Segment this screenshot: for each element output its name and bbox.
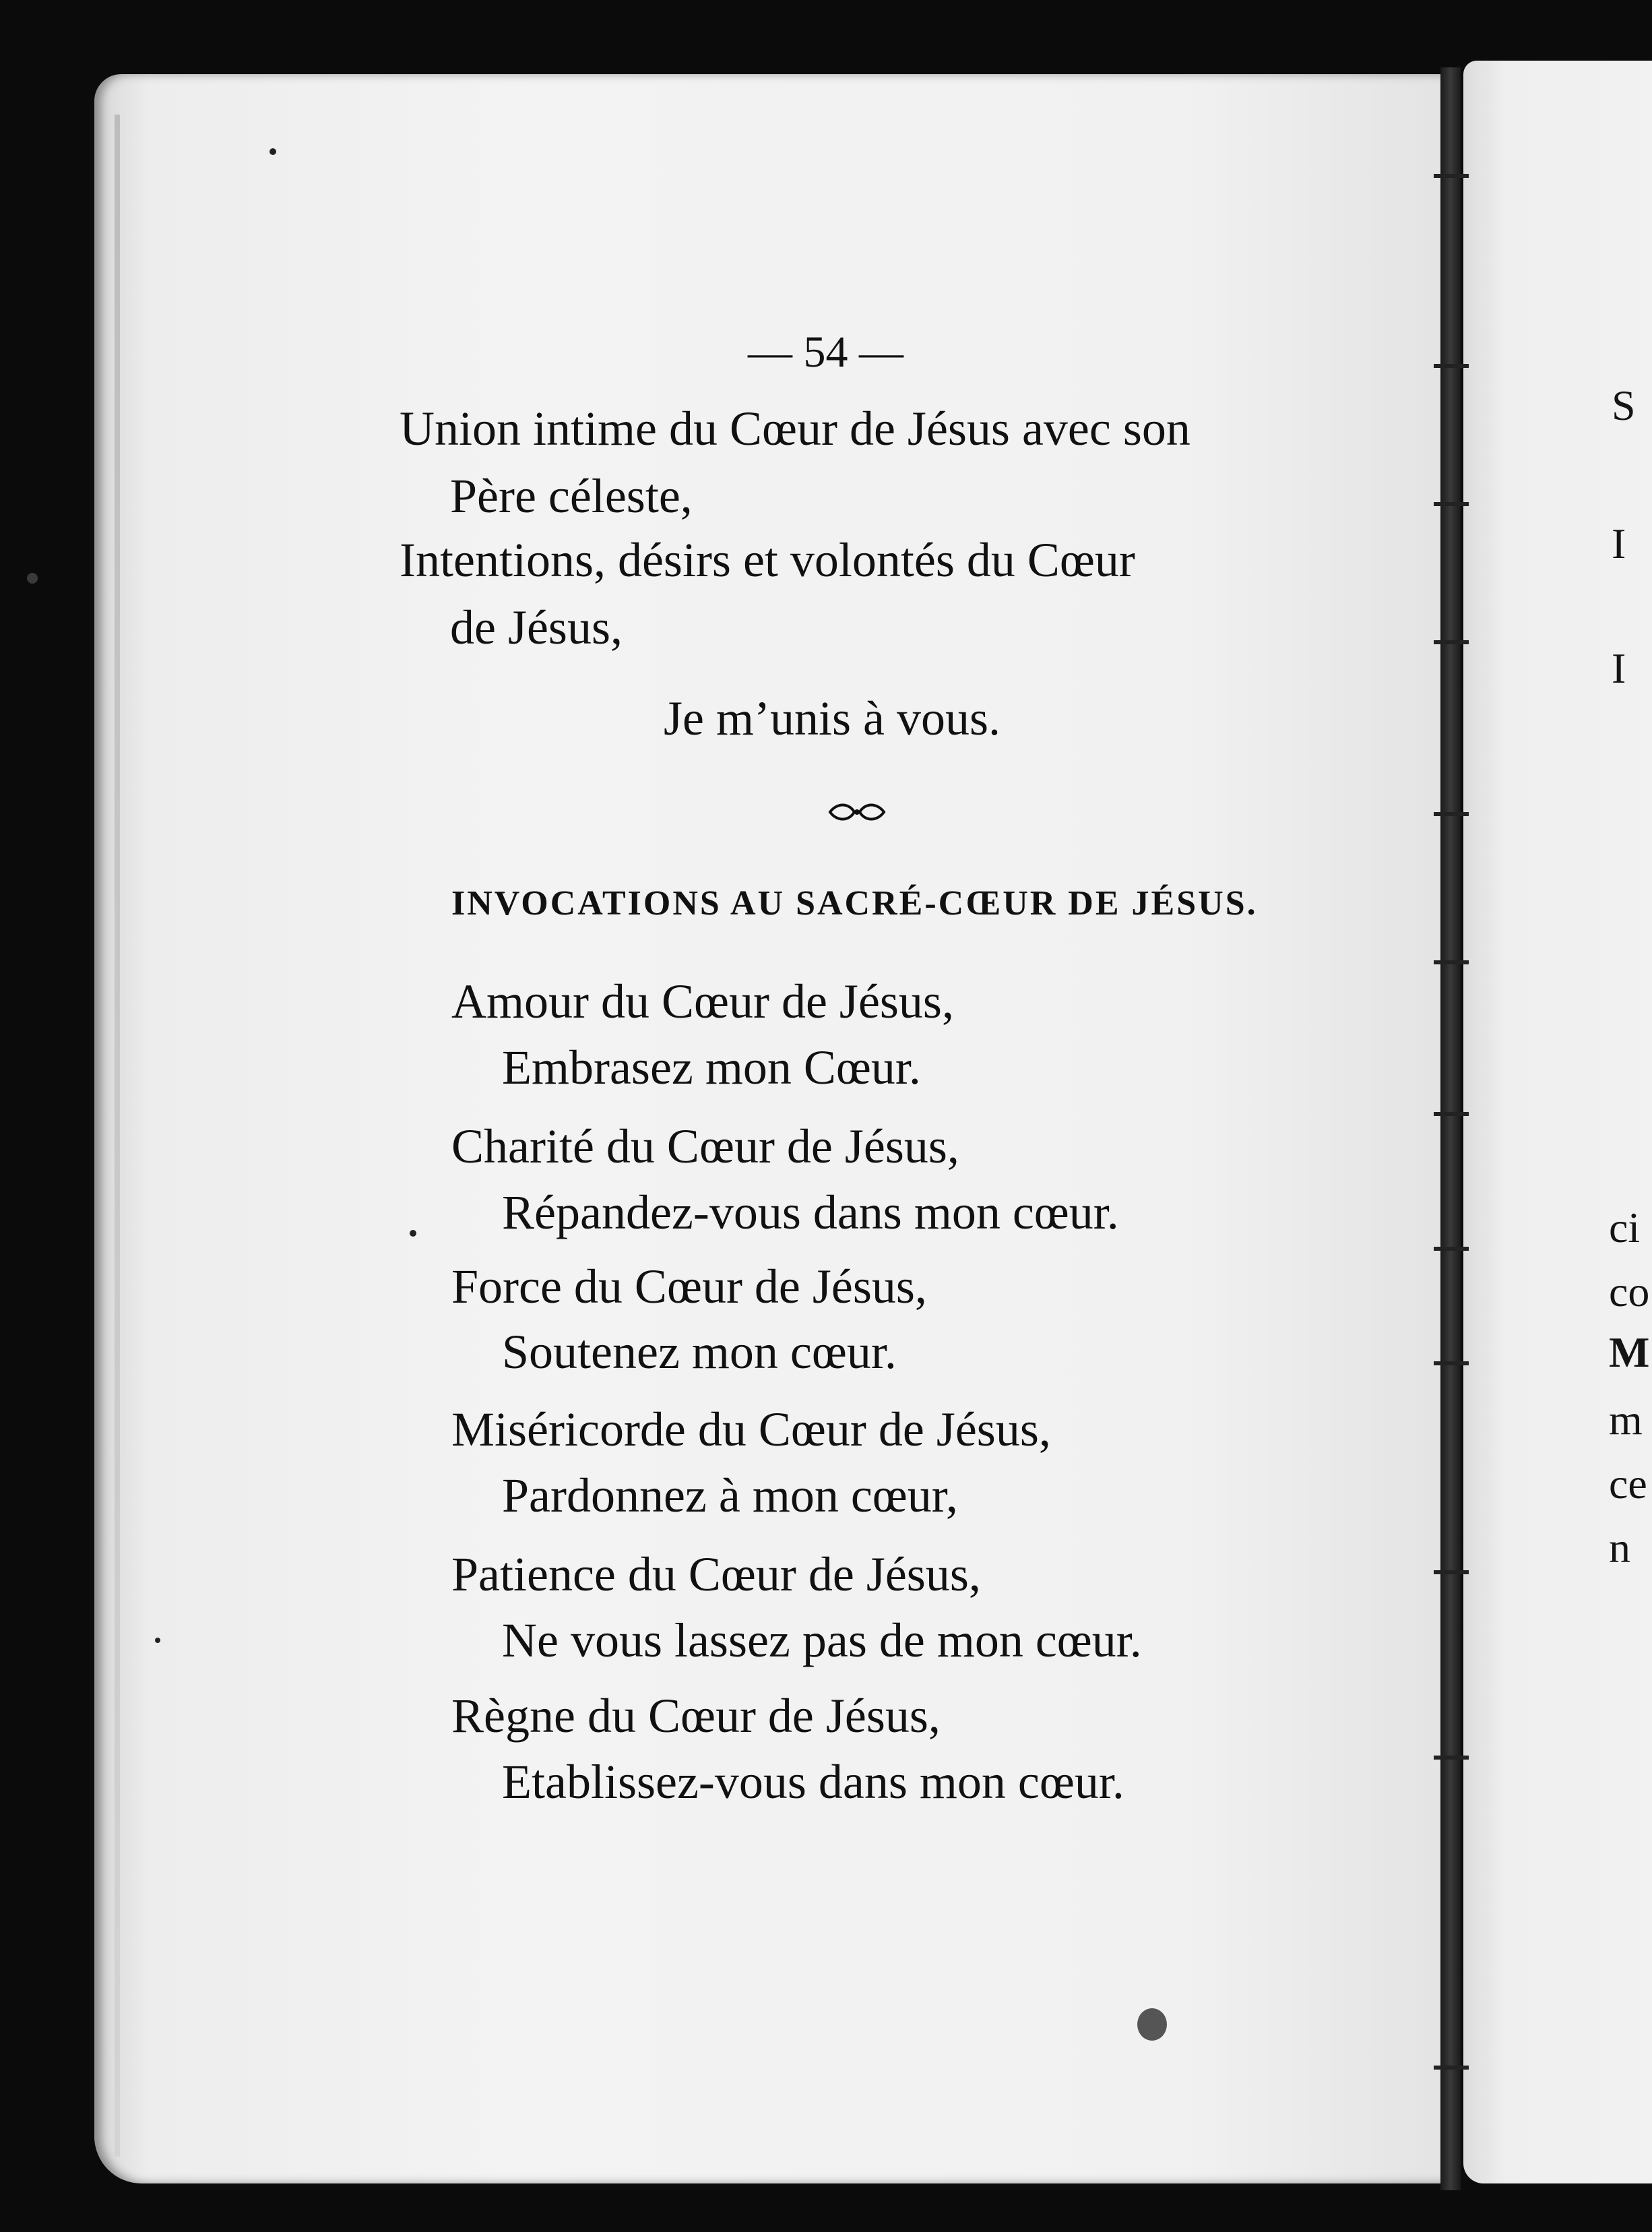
binding-stitch <box>1434 1756 1469 1760</box>
invocation-response: Répandez-vous dans mon cœur. <box>502 1185 1119 1239</box>
text-line: Union intime du Cœur de Jésus avec son <box>400 402 1190 456</box>
text-line: de Jésus, <box>450 600 623 654</box>
binding-stitch <box>1434 2066 1469 2070</box>
facing-page-fragment: S <box>1612 381 1636 429</box>
binding-stitch <box>1434 1247 1469 1251</box>
binding-stitch <box>1434 812 1469 816</box>
text-line: Père céleste, <box>450 469 693 523</box>
facing-page-fragment: ce <box>1609 1460 1647 1508</box>
binding-stitch <box>1434 364 1469 368</box>
facing-page-fragment: m <box>1609 1396 1643 1444</box>
invocation-call: Charité du Cœur de Jésus, <box>451 1119 959 1173</box>
facing-page-fragment: I <box>1612 644 1626 692</box>
binding-stitch <box>1434 1112 1469 1116</box>
stain-spot <box>1137 2008 1167 2041</box>
fleuron-ornament-icon <box>823 799 891 826</box>
invocation-response: Embrasez mon Cœur. <box>502 1041 921 1094</box>
text-line: Intentions, désirs et volontés du Cœur <box>400 533 1135 587</box>
facing-page-fragment: n <box>1609 1524 1630 1572</box>
binding-stitch <box>1434 640 1469 644</box>
ink-speck <box>410 1230 416 1237</box>
invocation-call: Patience du Cœur de Jésus, <box>451 1547 981 1601</box>
invocation-call: Miséricorde du Cœur de Jésus, <box>451 1402 1051 1456</box>
facing-page-fragment: co <box>1609 1268 1650 1315</box>
right-page-edge <box>1463 61 1652 2183</box>
invocation-call: Force du Cœur de Jésus, <box>451 1260 927 1313</box>
invocation-call: Amour du Cœur de Jésus, <box>451 974 954 1028</box>
binding-stitch <box>1434 502 1469 506</box>
invocation-response: Ne vous lassez pas de mon cœur. <box>502 1613 1142 1667</box>
binding-stitch <box>1434 174 1469 178</box>
facing-page-fragment: ci <box>1609 1204 1641 1251</box>
invocation-response: Soutenez mon cœur. <box>502 1325 897 1379</box>
binding-stitch <box>1434 1570 1469 1574</box>
ink-speck <box>269 148 276 155</box>
invocation-response: Etablissez-vous dans mon cœur. <box>502 1755 1124 1809</box>
binding-stitch <box>1434 960 1469 964</box>
invocation-call: Règne du Cœur de Jésus, <box>451 1689 941 1743</box>
page-number: — 54 — <box>748 328 903 377</box>
invocation-response: Pardonnez à mon cœur, <box>502 1468 958 1522</box>
facing-page-fragment: M <box>1609 1328 1650 1376</box>
section-heading: INVOCATIONS AU SACRÉ-CŒUR DE JÉSUS. <box>451 884 1258 923</box>
binding-stitch <box>1434 1361 1469 1365</box>
response-line: Je m’unis à vous. <box>664 691 1000 745</box>
book-spine <box>1440 67 1461 2190</box>
ink-speck <box>155 1638 160 1643</box>
ink-speck <box>27 573 38 584</box>
facing-page-fragment: I <box>1612 520 1626 567</box>
